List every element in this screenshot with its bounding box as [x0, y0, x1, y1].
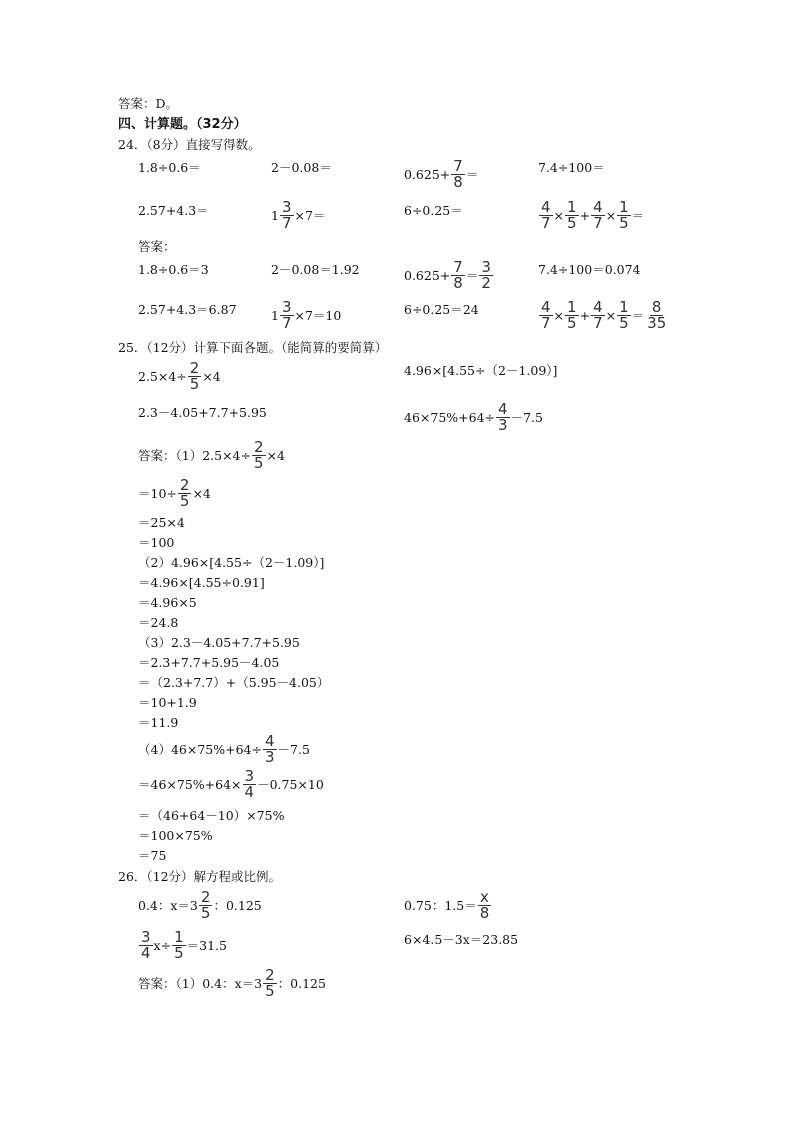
q25-answer-step: ＝10÷ $\frac{2}{5}$ ×4 [138, 476, 211, 510]
q25-answer-step: ＝75 [138, 848, 167, 863]
q25-answer-step: ＝（2.3+7.7）+（5.95－4.05） [138, 675, 330, 690]
q26-problem: 6×4.5－3x＝23.85 [404, 932, 519, 947]
q25-answer-step: ＝4.96×[4.55÷0.91] [138, 575, 265, 590]
q25-answer-step: ＝（46+64－10）×75% [138, 808, 285, 823]
q24-item: 2－0.08＝ [271, 160, 332, 175]
q24-item: 1 $\frac{3}{7}$ ×7＝ [271, 198, 326, 232]
q24-item: $\frac{4}{7}$ × $\frac{1}{5}$ + $\frac{4}{7}$ × $\frac{1}{5}$ ＝ [541, 198, 645, 232]
q24-answer: 6÷0.25＝24 [404, 302, 479, 317]
section-4-title: 四、计算题。（32分） [118, 117, 247, 132]
q25-problem: 2.5×4÷ $\frac{2}{5}$ ×4 [138, 359, 221, 393]
q26-header: 26．（12分）解方程或比例。 [118, 869, 282, 884]
q25-answer-step: ＝2.3+7.7+5.95－4.05 [138, 655, 280, 670]
q25-header: 25．（12分）计算下面各题。（能简算的要简算） [118, 340, 388, 355]
q26-problem: 0.75：1.5＝ $\frac{x}{8}$ [404, 888, 490, 922]
q24-item: 6÷0.25＝ [404, 203, 463, 218]
q24-answer: 1.8÷0.6＝3 [138, 262, 209, 277]
q24-answer: 7.4÷100＝0.074 [538, 262, 641, 277]
q25-problem: 46×75%+64÷ $\frac{4}{3}$ －7.5 [404, 400, 543, 434]
q25-answer-step: （4）46×75%+64÷ $\frac{4}{3}$ －7.5 [138, 732, 310, 766]
answer-23: 答案：D。 [118, 96, 179, 111]
q24-item: 1.8÷0.6＝ [138, 160, 201, 175]
q24-item: 2.57+4.3＝ [138, 203, 209, 218]
q25-problem: 4.96×[4.55÷（2－1.09）] [404, 363, 558, 378]
q24-answer: 0.625+ $\frac{7}{8}$ ＝ $\frac{3}{2}$ [404, 258, 491, 292]
q25-answer-step: （2）4.96×[4.55÷（2－1.09）] [138, 555, 325, 570]
q25-answer-step: ＝46×75%+64× $\frac{3}{4}$ －0.75×10 [138, 767, 324, 801]
q25-answer-step: 答案：（1）2.5×4÷ $\frac{2}{5}$ ×4 [138, 438, 285, 472]
q26-problem: $\frac{3}{4}$ x÷ $\frac{1}{5}$ ＝31.5 [141, 928, 227, 962]
q24-answer: $\frac{4}{7}$ × $\frac{1}{5}$ + $\frac{4}{7}$ × $\frac{1}{5}$ ＝ $\frac{8}{35}$ [541, 298, 667, 332]
q25-answer-step: （3）2.3－4.05+7.7+5.95 [138, 635, 300, 650]
q25-answer-step: ＝11.9 [138, 715, 179, 730]
q24-item: 7.4÷100＝ [538, 160, 605, 175]
q24-answer: 1 $\frac{3}{7}$ ×7＝10 [271, 298, 342, 332]
q25-answer-step: ＝100 [138, 535, 175, 550]
q26-problem: 0.4：x＝3 $\frac{2}{5}$ ：0.125 [138, 888, 262, 922]
q25-answer-step: ＝24.8 [138, 615, 179, 630]
q24-answer: 2.57+4.3＝6.87 [138, 302, 237, 317]
q25-answer-step: ＝100×75% [138, 828, 213, 843]
q24-answer-label: 答案： [138, 239, 176, 254]
q24-item: 0.625+ $\frac{7}{8}$ ＝ [404, 157, 479, 191]
q24-answer: 2－0.08＝1.92 [271, 262, 360, 277]
q25-problem: 2.3－4.05+7.7+5.95 [138, 405, 267, 420]
q25-answer-step: ＝4.96×5 [138, 595, 197, 610]
q26-answer-step: 答案：（1）0.4：x＝3 $\frac{2}{5}$ ：0.125 [138, 966, 326, 1000]
q25-answer-step: ＝10+1.9 [138, 695, 197, 710]
q24-header: 24．（8分）直接写得数。 [118, 137, 261, 152]
q25-answer-step: ＝25×4 [138, 515, 185, 530]
